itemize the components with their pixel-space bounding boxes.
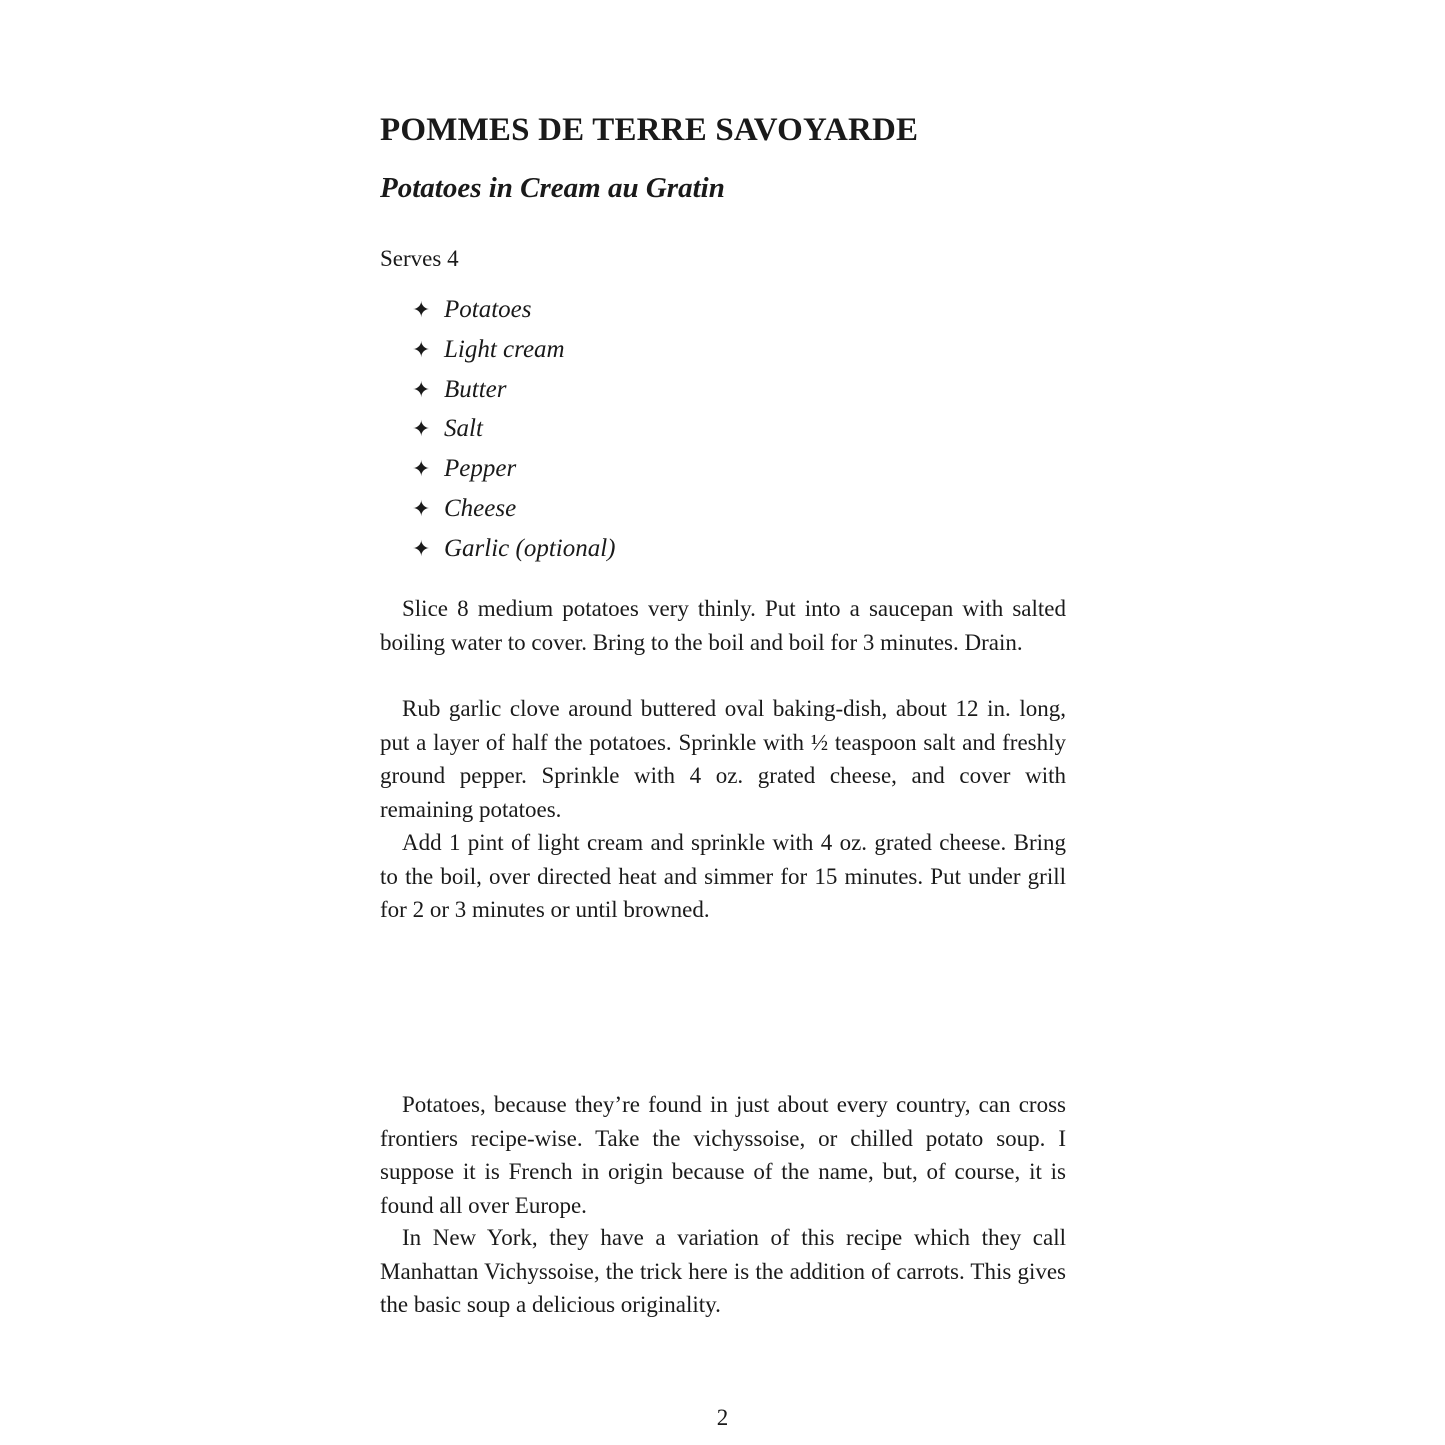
star-bullet-icon: ✦ xyxy=(412,495,431,521)
commentary-paragraph: Potatoes, because they’re found in just about every country, can cross frontiers recipe-wise. Take the vichyssoise, or chilled potato soup. I suppose it is French in origin because of the name, but, of course, it is found all over Europe. xyxy=(380,1092,1066,1218)
ingredient-label: Cheese xyxy=(444,494,517,522)
ingredient-label: Light cream xyxy=(444,335,565,363)
ingredient-label: Salt xyxy=(444,415,483,443)
ingredient-label: Potatoes xyxy=(444,296,532,323)
method-step: Rub garlic clove around buttered oval baking-dish, about 12 in. long, put a layer of half the potatoes. Sprinkle with ½ teaspoon salt and freshly ground pepper. Sprinkle with 4 oz. grated cheese, and cover with remaining potatoes. xyxy=(380,696,1066,822)
ingredient-label: Pepper xyxy=(444,455,517,483)
ingredient-item xyxy=(412,491,616,531)
ingredient-item xyxy=(412,372,616,412)
star-bullet-icon: ✦ xyxy=(412,336,431,362)
ingredient-label: Butter xyxy=(444,375,507,403)
ingredient-item xyxy=(412,531,616,571)
recipe-subtitle: Potatoes in Cream au Gratin xyxy=(380,172,725,204)
serves-count: Serves 4 xyxy=(380,246,459,271)
star-bullet-icon: ✦ xyxy=(412,376,431,402)
star-bullet-icon: ✦ xyxy=(412,297,431,322)
star-bullet-icon: ✦ xyxy=(412,456,431,482)
ingredient-label: Garlic (optional) xyxy=(444,534,616,562)
ingredient-item xyxy=(412,411,616,451)
ingredient-list xyxy=(412,292,616,571)
star-bullet-icon: ✦ xyxy=(412,535,431,561)
recipe-title: POMMES DE TERRE SAVOYARDE xyxy=(380,112,919,148)
commentary-paragraph: In New York, they have a variation of this recipe which they call Manhattan Vichyssoise, the trick here is the addition of carrots. This gives the basic soup a delicious originality. xyxy=(380,1225,1066,1317)
star-bullet-icon: ✦ xyxy=(412,416,431,442)
ingredient-item xyxy=(412,332,616,372)
method-step: Add 1 pint of light cream and sprinkle with 4 oz. grated cheese. Bring to the boil, over directed heat and simmer for 15 minutes. Put under grill for 2 or 3 minutes or until browned. xyxy=(380,830,1066,922)
page-number: 2 xyxy=(716,1405,729,1430)
ingredient-item xyxy=(412,451,616,491)
method-step: Slice 8 medium potatoes very thinly. Put into a saucepan with salted boiling water to cover. Bring to the boil and boil for 3 minutes. Drain. xyxy=(380,596,1066,655)
ingredient-item xyxy=(412,292,616,332)
